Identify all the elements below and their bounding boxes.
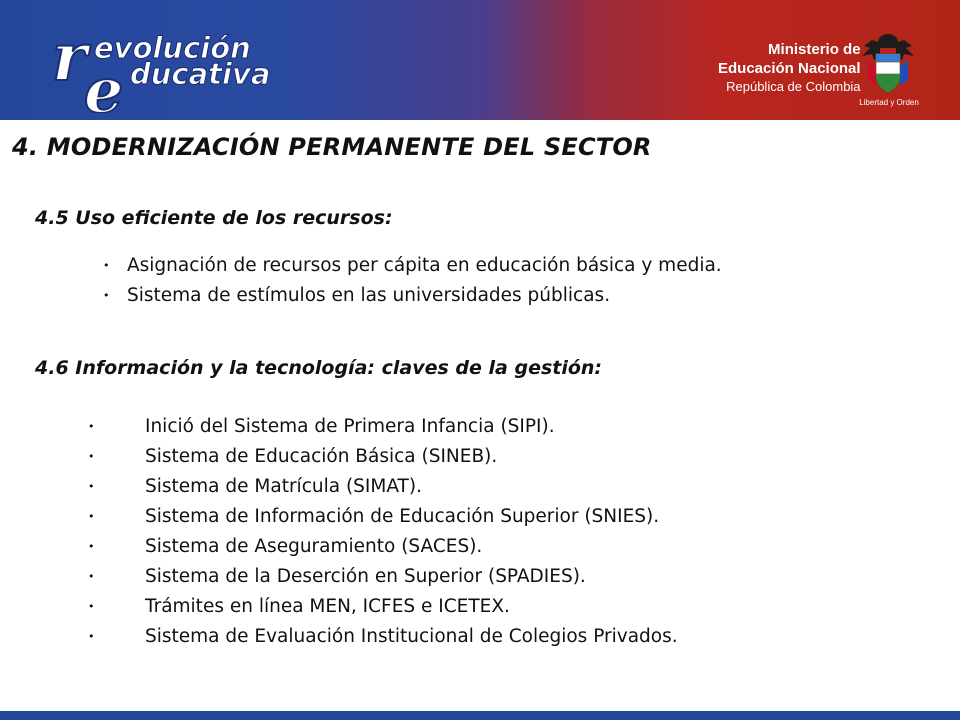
slide-title: 4. MODERNIZACIÓN PERMANENTE DEL SECTOR [12,133,652,161]
list-item: • Inició del Sistema de Primera Infancia (SIPI). [88,412,678,442]
ministry-label [718,40,861,95]
bullet-icon: • [103,259,110,272]
header-banner [0,0,960,120]
logo-letter-e: e [84,54,124,113]
list-item: • Asignación de recursos per cápita en educación básica y media. [101,251,722,281]
bullet-icon: • [88,480,95,493]
logo-word-revolucion: evolución [94,31,251,65]
resources-list [101,251,722,311]
ministry-line-2: Educación Nacional [718,60,861,77]
ministry-line-1: Ministerio de [768,41,861,58]
ministry-line-3: República de Colombia [726,79,861,94]
revolucion-educativa-logo [50,18,310,113]
list-item: • Sistema de estímulos en las universidades públicas. [101,281,722,311]
list-item: • Sistema de Evaluación Institucional de Colegios Privados. [88,622,678,652]
footer-bar [0,711,960,720]
logo-letter-r: r [52,18,87,96]
list-item: • Sistema de la Deserción en Superior (SPADIES). [88,562,678,592]
bullet-icon: • [88,540,95,553]
coat-of-arms-icon [858,30,918,96]
list-item: • Sistema de Matrícula (SIMAT). [88,472,678,502]
list-item: • Sistema de Información de Educación Superior (SNIES). [88,502,678,532]
bullet-icon: • [88,570,95,583]
bullet-icon: • [88,630,95,643]
bullet-icon: • [88,420,95,433]
bullet-icon: • [103,289,110,302]
section-heading-technology: 4.6 Información y la tecnología: claves de la gestión: [35,357,603,379]
list-item: • Sistema de Aseguramiento (SACES). [88,532,678,562]
section-heading-resources: 4.5 Uso eficiente de los recursos: [35,207,393,229]
list-item: • Trámites en línea MEN, ICFES e ICETEX. [88,592,678,622]
logo-word-educativa: ducativa [130,57,271,91]
ministry-motto: Libertad y Orden [859,98,919,107]
bullet-icon: • [88,600,95,613]
bullet-icon: • [88,510,95,523]
list-item: • Sistema de Educación Básica (SINEB). [88,442,678,472]
technology-list [88,412,678,652]
bullet-icon: • [88,450,95,463]
